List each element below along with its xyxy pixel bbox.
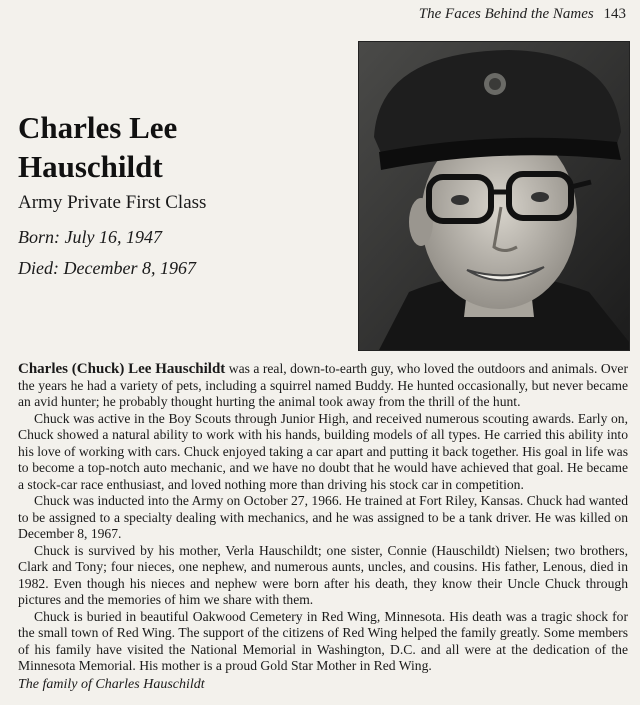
running-header [419, 6, 626, 23]
person-name [18, 108, 177, 186]
paragraph-3: Chuck was inducted into the Army on October 27, 1966. He trained at Fort Riley, Kansas. Chuck had wanted to be assigned to a specialty dealing with mechanics, and he was assigned to be a tank driver. He was killed on December 8, 1967. [18, 493, 628, 541]
died-date: December 8, 1967 [63, 258, 196, 278]
lead-name: Charles (Chuck) Lee Hauschildt [18, 361, 226, 377]
book-title: The Faces Behind the Names [418, 6, 594, 22]
portrait-illustration [359, 42, 629, 350]
born-line [18, 227, 162, 248]
paragraph-1-text: was a real, down-to-earth guy, who loved the outdoors and animals. Over the years he had a variety of pets, including a squirrel named Buddy. He hunted occasionally, but never became an avid hunter; he probably thought hurting the animal took away from the thrill of the hunt. [18, 361, 628, 409]
name-line-1: Charles Lee [18, 110, 178, 145]
page-number: 143 [603, 6, 626, 22]
paragraph-5: Chuck is buried in beautiful Oakwood Cemetery in Red Wing, Minnesota. His death was a tragic shock for the small town of Red Wing. The support of the citizens of Red Wing helped the family greatly. Some members of his family have visited the National Memorial in Washington, D.C. and all were at the dedication of the Minnesota Memorial. His mother is a proud Gold Star Mother in Red Wing. [18, 608, 628, 673]
name-line-2: Hauschildt [18, 149, 163, 184]
died-label: Died: [18, 258, 59, 278]
born-label: Born: [18, 227, 60, 247]
died-line [18, 258, 196, 279]
biography-text [18, 361, 628, 675]
signoff: The family of Charles Hauschildt [18, 677, 205, 692]
rank: Army Private First Class [18, 192, 207, 213]
paragraph-4: Chuck is survived by his mother, Verla Hauschildt; one sister, Connie (Hauschildt) Nielsen; two brothers, Clark and Tony; four nieces, one nephew, and numerous aunts, uncles, and cousins. His father, Lenous, died in 1982. Even though his nieces and nephew were born after his death, they know their Uncle Chuck through pictures and the memories of him we share with them. [18, 542, 628, 607]
paragraph-2: Chuck was active in the Boy Scouts through Junior High, and received numerous scouting awards. Early on, Chuck showed a natural ability to work with his hands, building models of all types. He carried this ability into his love of working with cars. Chuck enjoyed taking a car apart and putting it back together. His goal in life was to become a top-notch auto mechanic, and we have no doubt that he would have achieved that goal. He became a stock-car race enthusiast, and loved nothing more than driving his stock car in competition. [18, 410, 628, 492]
born-date: July 16, 1947 [64, 227, 162, 247]
paragraph-1 [18, 361, 628, 411]
portrait-photo [358, 41, 630, 351]
